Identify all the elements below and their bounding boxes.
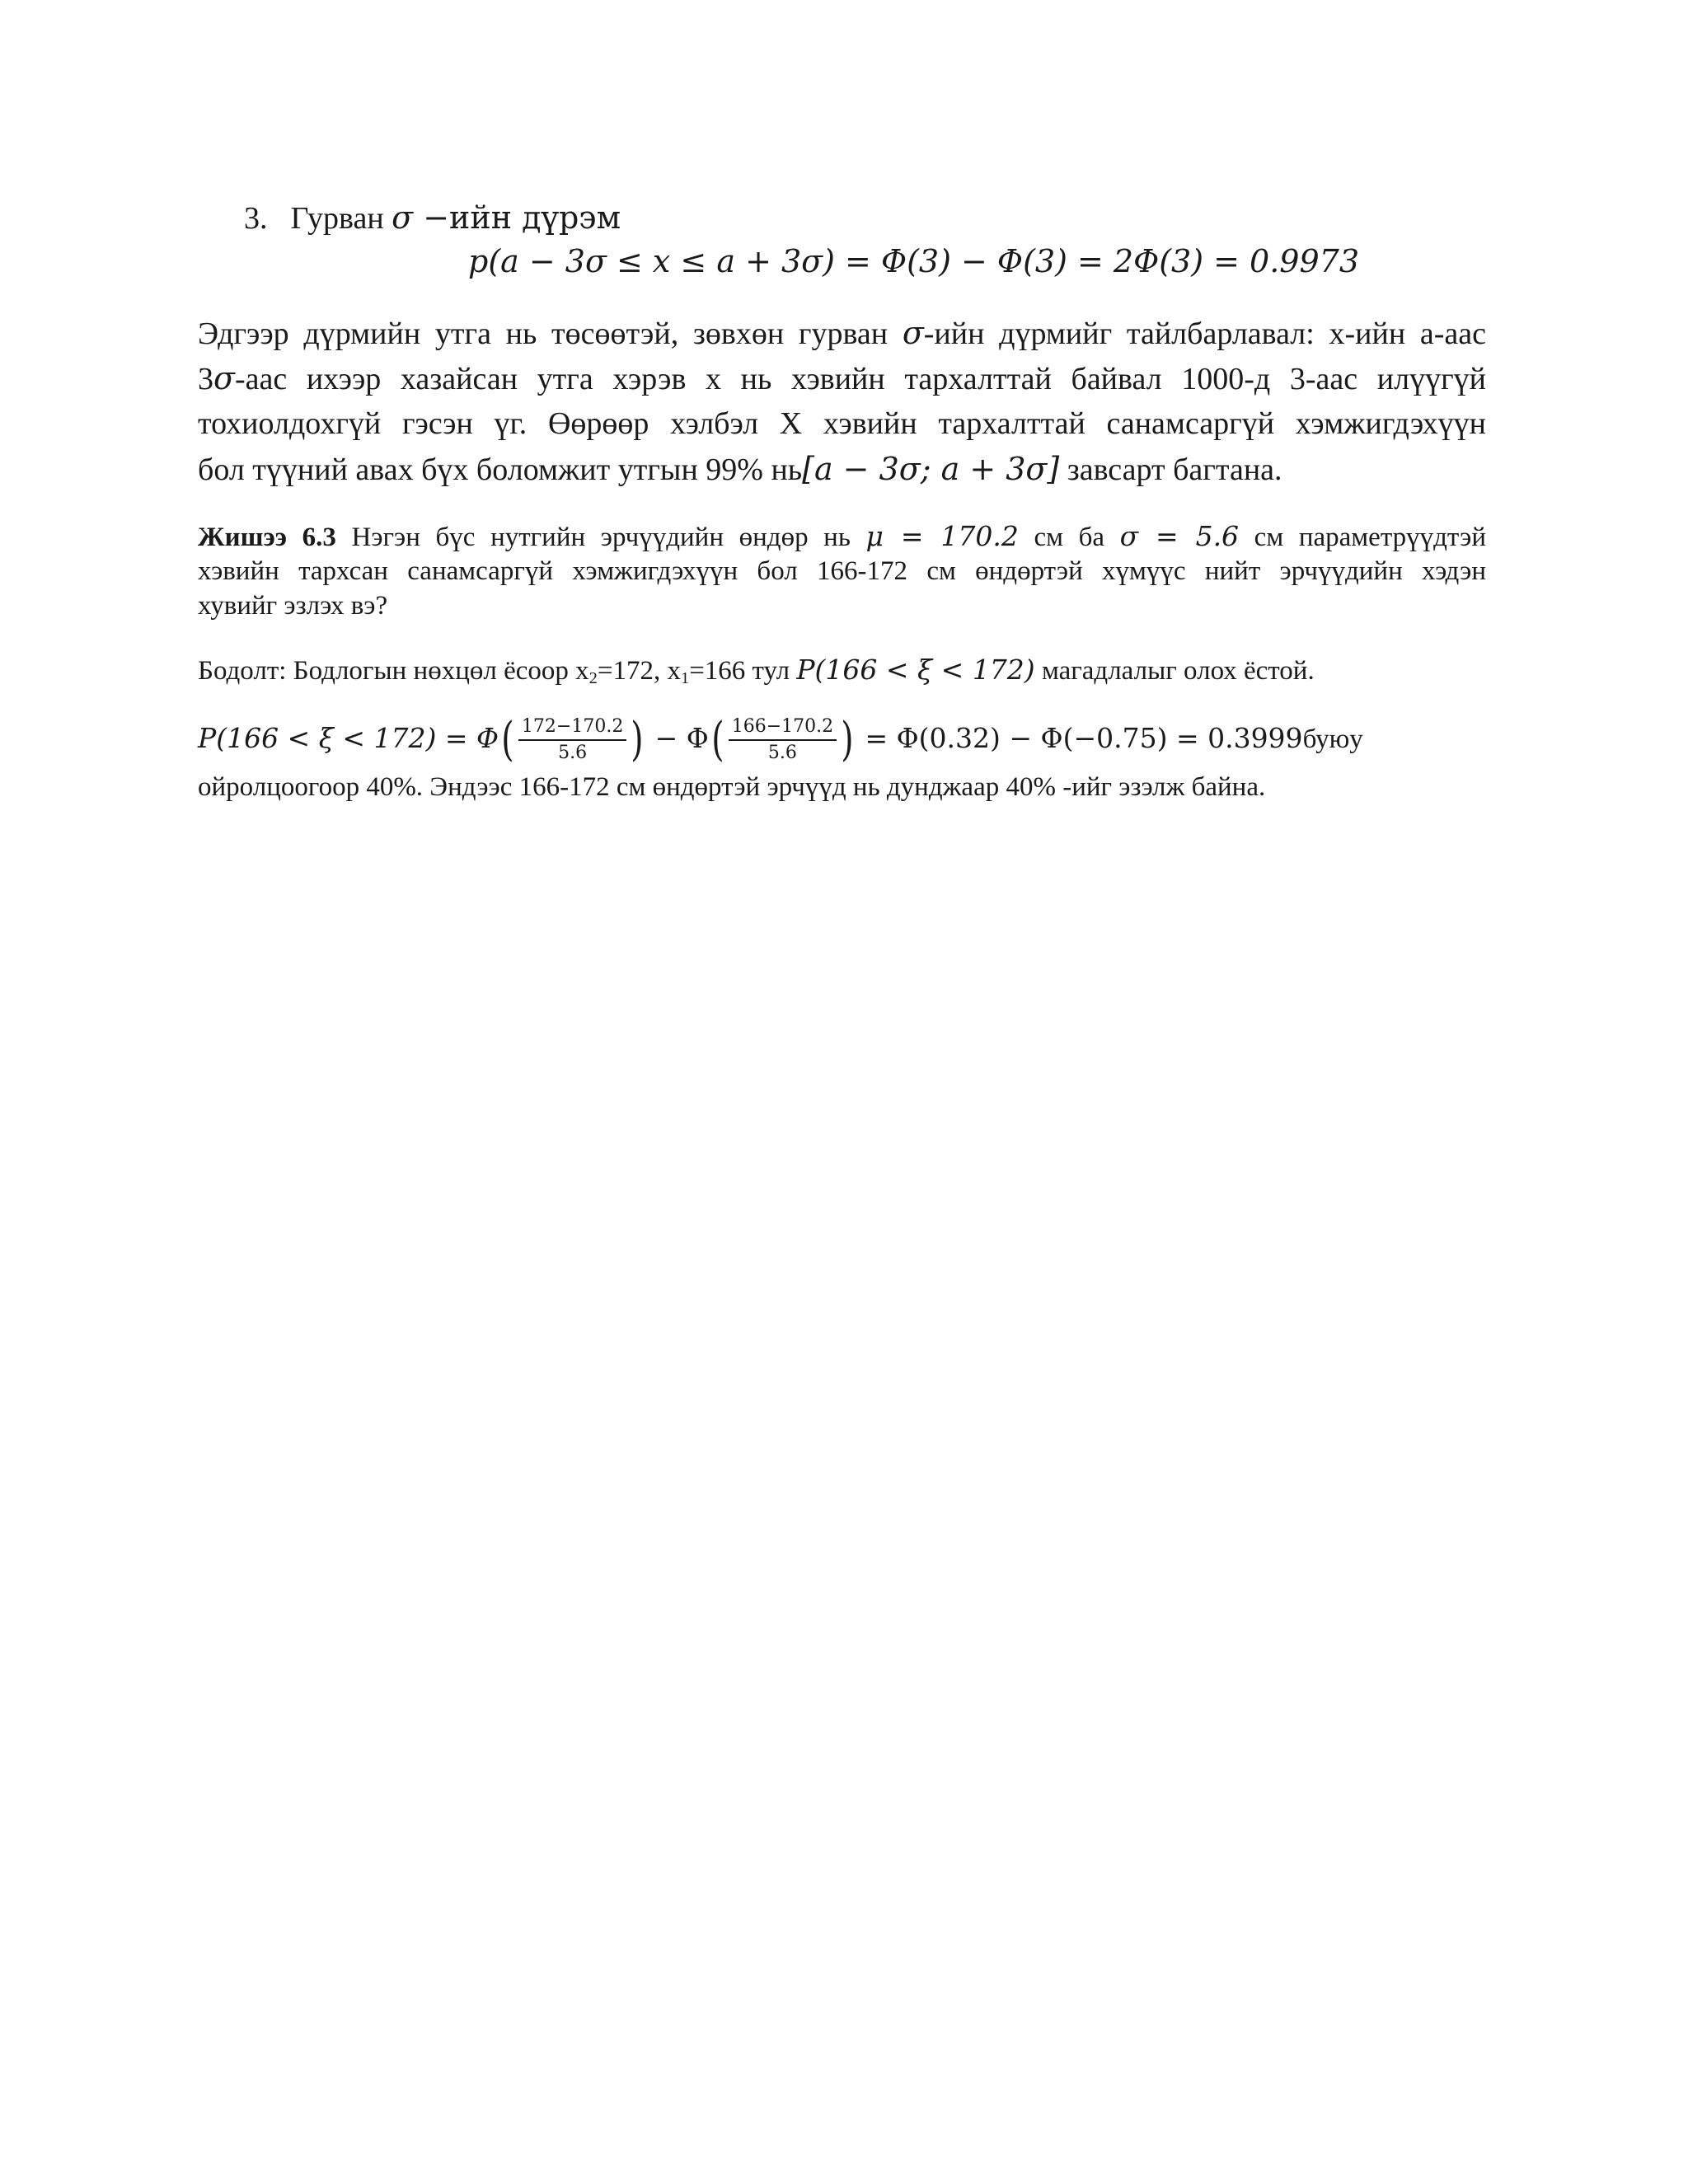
sigma-expression: σ = 5.6 (1119, 520, 1240, 552)
probability-expression: P(166 < ξ < 172) (796, 654, 1035, 686)
example-label: Жишээ 6.3 (198, 523, 336, 552)
solution-conclusion: ойролцоогоор 40%. Эндээс 166-172 см өндөртэй эрчүүд нь дунджаар 40% -ийг эзэлж байна. (198, 772, 1266, 802)
solution-formula: P(166 < ξ < 172) = Φ( $\frac{172-170.2}{5.6}$ ) − Φ( $\frac{166-170.2}{5.6}$ ) = Φ(0.32) − Φ(−0.75) = 0.3999буюу (198, 713, 1363, 766)
explanation-line-4: бол түүний авах бүх боломжит утгын 99% нь[a − 3σ; a + 3σ] завсарт багтана. (198, 451, 1282, 487)
interval-expression: [a − 3σ; a + 3σ] (802, 451, 1060, 487)
mu-expression: μ = 170.2 (865, 520, 1019, 552)
fraction-1: $\frac{172-170.2}{5.6}$ (518, 716, 626, 764)
fraction-2: $\frac{166-170.2}{5.6}$ (729, 716, 837, 764)
explanation-line-3: тохиолдохгүй гэсэн үг. Өөрөөр хэлбэл X хэвийн тархалттай санамсаргүй хэмжигдэхүүн (198, 406, 1486, 441)
example-line-1: Жишээ 6.3 Нэгэн бүс нутгийн эрчүүдийн өндөр нь μ = 170.2 см ба σ = 5.6 см параметрүүдтэй (198, 520, 1487, 552)
rule-title-prefix: Гурван (290, 201, 384, 236)
solution-intro: Бодолт: Бодлогын нөхцөл ёсоор $x_2=172$, $x_1=166$ тул P(166 < ξ < 172) магадлалыг олох ёстой. (198, 654, 1315, 688)
explanation-line-1: Эдгээр дүрмийн утга нь төсөөтэй, зөвхөн гурван σ-ийн дүрмийг тайлбарлавал: x-ийн а-аас (198, 315, 1486, 351)
example-line-3: хувийг эзлэх вэ? (198, 591, 388, 621)
rule-heading (244, 196, 621, 240)
rule-title-sigma: σ (392, 199, 414, 236)
example-line-2: хэвийн тархсан санамсаргүй хэмжигдэхүүн бол 166-172 см өндөртэй хүмүүс нийт эрчүүдийн хэдэн (198, 556, 1486, 586)
explanation-line-2: 3σ-аас ихээр хазайсан утга хэрэв x нь хэвийн тархалттай байвал 1000-д 3-аас илүүгүй (198, 360, 1486, 396)
rule-number: 3. (244, 201, 268, 236)
rule-formula: p(a − 3σ ≤ x ≤ a + 3σ) = Φ(3) − Φ(3) = 2Φ(3) = 0.9973 (468, 243, 1360, 279)
rule-title-suffix: −ийн дүрэм (413, 199, 621, 236)
